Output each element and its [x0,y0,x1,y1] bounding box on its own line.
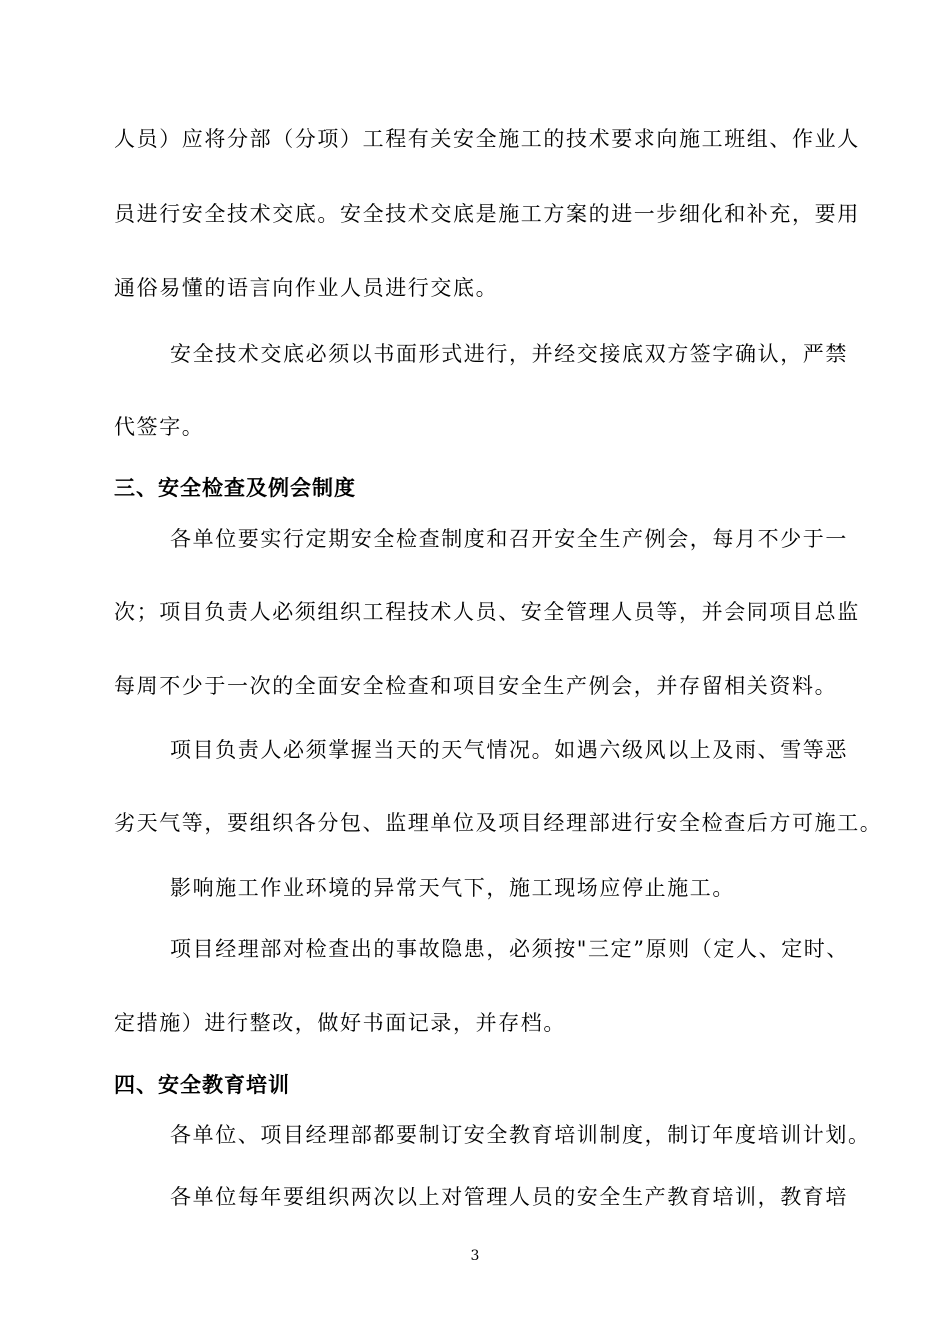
paragraph-first-line: 各单位、项目经理部都要制订安全教育培训制度，制订年度培训计划。 [170,1123,871,1147]
body-text-line: 定措施）进行整改，做好书面记录，并存档。 [114,1011,566,1035]
paragraph-first-line: 各单位每年要组织两次以上对管理人员的安全生产教育培训，教育培 [170,1185,848,1209]
body-text-line: 员进行安全技术交底。安全技术交底是施工方案的进一步细化和补充，要用 [114,202,860,226]
body-text-line: 人员）应将分部（分项）工程有关安全施工的技术要求向施工班组、作业人 [114,127,860,151]
page-number: 3 [470,1248,480,1264]
paragraph-first-line: 项目经理部对检查出的事故隐患，必须按"三定”原则（定人、定时、 [170,937,849,961]
paragraph-first-line: 安全技术交底必须以书面形式进行，并经交接底双方签字确认，严禁 [170,342,848,366]
body-text-line: 次；项目负责人必须组织工程技术人员、安全管理人员等，并会同项目总监 [114,600,860,624]
body-text-line: 每周不少于一次的全面安全检查和项目安全生产例会，并存留相关资料。 [114,674,838,698]
paragraph-first-line: 影响施工作业环境的异常天气下，施工现场应停止施工。 [170,876,735,900]
paragraph-first-line: 项目负责人必须掌握当天的天气情况。如遇六级风以上及雨、雪等恶 [170,738,848,762]
section-heading: 四、安全教育培训 [114,1073,290,1097]
section-heading: 三、安全检查及例会制度 [114,476,356,500]
body-text-line: 劣天气等，要组织各分包、监理单位及项目经理部进行安全检查后方可施工。 [114,811,883,835]
paragraph-first-line: 各单位要实行定期安全检查制度和召开安全生产例会，每月不少于一 [170,527,848,551]
body-text-line: 代签字。 [114,415,205,439]
body-text-line: 通俗易懂的语言向作业人员进行交底。 [114,276,499,300]
